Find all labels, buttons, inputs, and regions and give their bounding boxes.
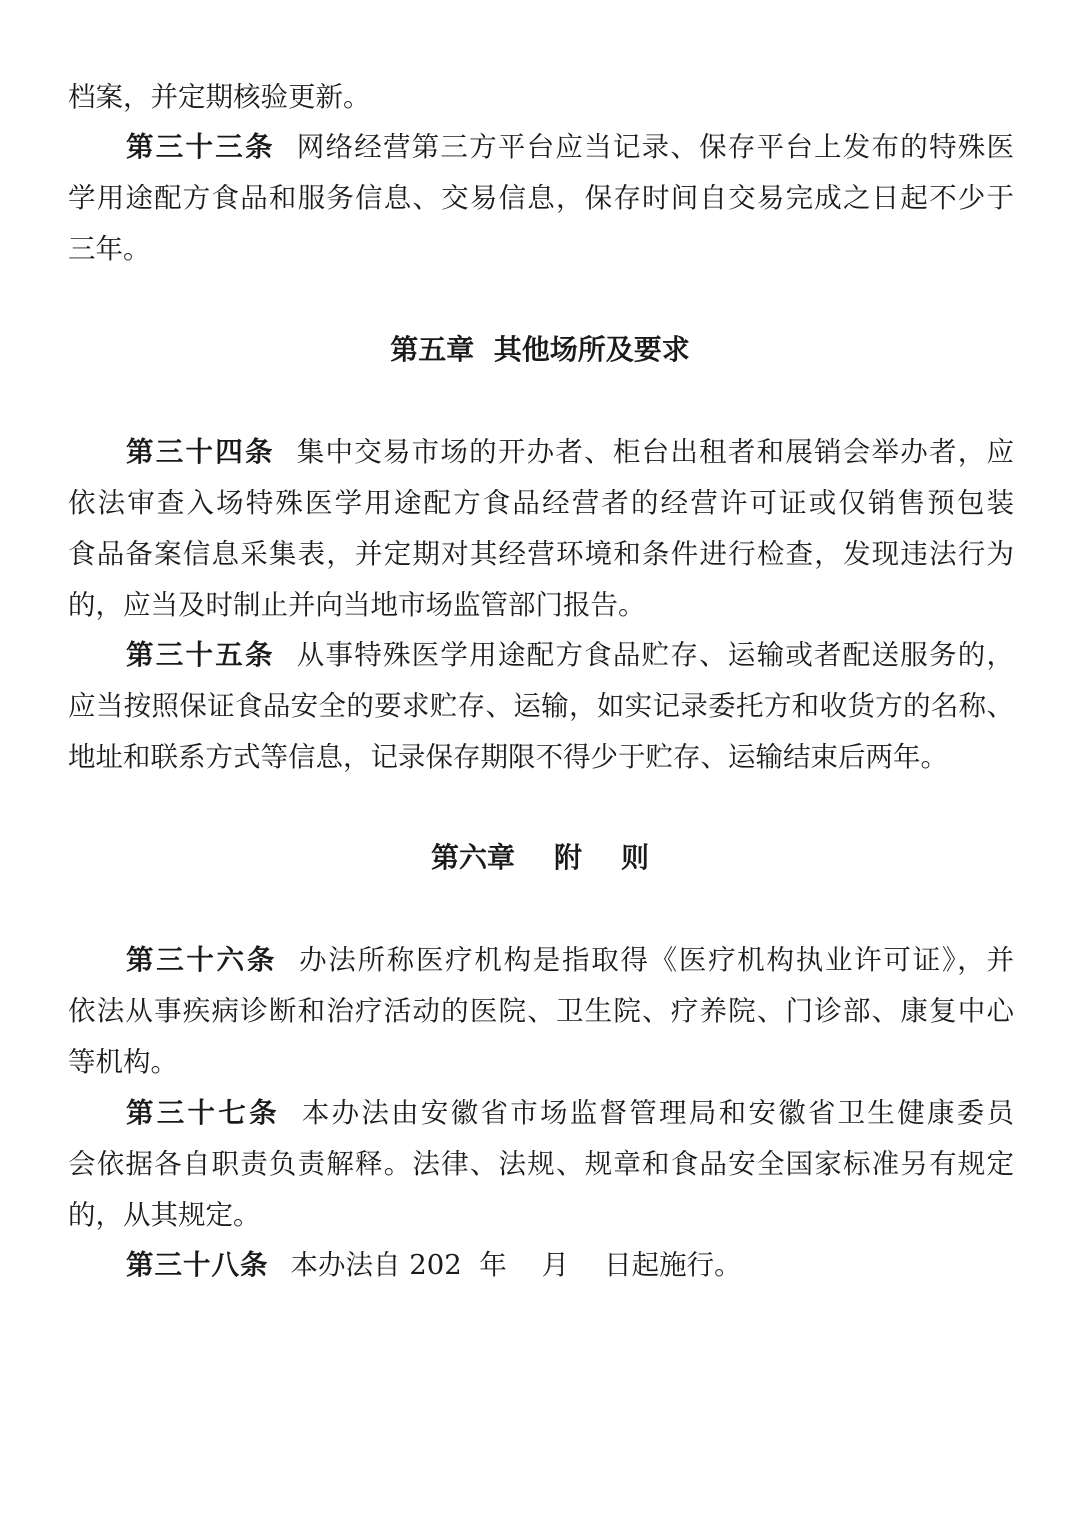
article-34-line-3: 食品备案信息采集表，并定期对其经营环境和条件进行检查，发现违法行为 — [68, 538, 1014, 570]
article-37-line-1: 第三十七条 本办法由安徽省市场监督管理局和安徽省卫生健康委员 — [126, 1097, 1014, 1129]
article-36-line-3: 等机构。 — [68, 1046, 178, 1078]
article-35-line-3: 地址和联系方式等信息，记录保存期限不得少于贮存、运输结束后两年。 — [68, 741, 948, 773]
article-37-line-2: 会依据各自职责负责解释。法律、法规、规章和食品安全国家标准另有规定 — [68, 1148, 1014, 1180]
chapter-6-heading: 第六章 附 则 — [431, 841, 649, 874]
article-35-line-2: 应当按照保证食品安全的要求贮存、运输，如实记录委托方和收货方的名称、 — [68, 690, 1014, 722]
article-33-number: 第三十三条 — [126, 131, 275, 163]
article-37-number: 第三十七条 — [126, 1097, 280, 1129]
article-35-number: 第三十五条 — [126, 639, 275, 671]
article-36-line-1: 第三十六条 办法所称医疗机构是指取得《医疗机构执业许可证》，并 — [126, 944, 1014, 976]
article-34-line-2: 依法审查入场特殊医学用途配方食品经营者的经营许可证或仅销售预包装 — [68, 487, 1014, 519]
article-36-line-2: 依法从事疾病诊断和治疗活动的医院、卫生院、疗养院、门诊部、康复中心 — [68, 995, 1014, 1027]
article-34-line-1: 第三十四条 集中交易市场的开办者、柜台出租者和展销会举办者，应 — [126, 436, 1014, 468]
article-35-line-1: 第三十五条 从事特殊医学用途配方食品贮存、运输或者配送服务的， — [126, 639, 1014, 671]
chapter-5-heading: 第五章 其他场所及要求 — [390, 333, 690, 366]
article-33-line-2: 学用途配方食品和服务信息、交易信息，保存时间自交易完成之日起不少于 — [68, 182, 1014, 214]
article-34-line-4: 的，应当及时制止并向当地市场监管部门报告。 — [68, 589, 646, 621]
article-37-line-3: 的，从其规定。 — [68, 1199, 261, 1231]
article-33-line-3: 三年。 — [68, 233, 151, 265]
article-34-number: 第三十四条 — [126, 436, 275, 468]
article-38-line-1: 第三十八条 本办法自 202 年 月 日起施行。 — [126, 1249, 742, 1281]
article-33-line-1: 第三十三条 网络经营第三方平台应当记录、保存平台上发布的特殊医 — [126, 131, 1014, 163]
article-36-number: 第三十六条 — [126, 944, 278, 976]
paragraph-continuation: 档案，并定期核验更新。 — [68, 81, 371, 113]
article-38-number: 第三十八条 — [126, 1249, 269, 1281]
